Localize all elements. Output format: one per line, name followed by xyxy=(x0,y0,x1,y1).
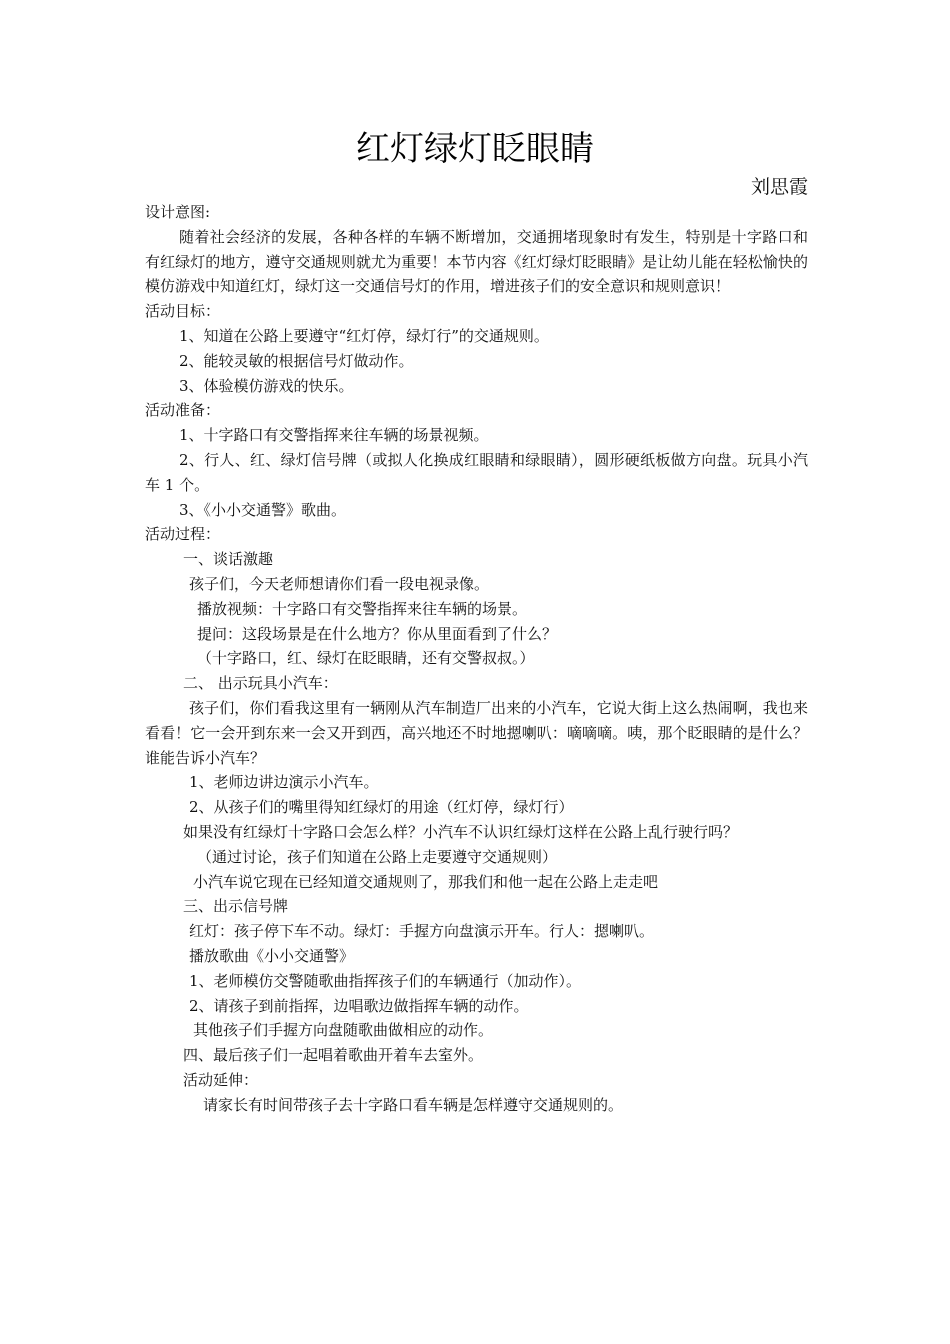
goal-item: 1、知道在公路上要遵守“红灯停，绿灯行”的交通规则。 xyxy=(179,326,549,345)
prep-item: 1、十字路口有交警指挥来往车辆的场景视频。 xyxy=(179,426,489,445)
section-line: 提问：这段场景是在什么地方？你从里面看到了什么？ xyxy=(197,624,558,643)
section-line: 2、从孩子们的嘴里得知红绿灯的用途（红灯停，绿灯行） xyxy=(189,798,574,817)
document-title: 红灯绿灯眨眼睛 xyxy=(356,129,594,169)
section-line: 小汽车说它现在已经知道交通规则了，那我们和他一起在公路上走走吧 xyxy=(193,872,659,891)
goal-item: 3、体验模仿游戏的快乐。 xyxy=(179,376,354,395)
section-line: 1、老师模仿交警随歌曲指挥孩子们的车辆通行（加动作）。 xyxy=(189,971,582,990)
prep-item: 2、行人、红、绿灯信号牌（或拟人化换成红眼睛和绿眼睛），圆形硬纸板做方向盘。玩具小汽车 1 个。 xyxy=(145,450,808,494)
section-line: 其他孩子们手握方向盘随歌曲做相应的动作。 xyxy=(193,1021,494,1040)
section-line: 播放歌曲《小小交通警》 xyxy=(189,946,355,965)
section-line: 如果没有红绿灯十字路口会怎么样？小汽车不认识红绿灯这样在公路上乱行驶行吗？ xyxy=(183,822,739,841)
section-heading: 二、 出示玩具小汽车： xyxy=(183,674,338,693)
section-line: 2、请孩子到前指挥，边唱歌边做指挥车辆的动作。 xyxy=(189,996,529,1015)
section-paragraph: 孩子们，你们看我这里有一辆刚从汽车制造厂出来的小汽车，它说大街上这么热闹啊，我也来看看！它一会开到东来一会又开到西，高兴地还不时地摁喇叭：嘀嘀嘀。咦，那个眨眼睛的是什么？谁能告诉小汽车？ xyxy=(145,698,808,767)
design-paragraph: 随着社会经济的发展，各种各样的车辆不断增加，交通拥堵现象时有发生，特别是十字路口和有红绿灯的地方，遵守交通规则就尤为重要！本节内容《红灯绿灯眨眼睛》是让幼儿能在轻松愉快的模仿游戏中知道红灯，绿灯这一交通信号灯的作用，增进孩子们的安全意识和规则意识！ xyxy=(145,227,808,296)
prep-heading: 活动准备： xyxy=(145,401,221,420)
document-body xyxy=(145,200,808,1117)
goals-heading: 活动目标： xyxy=(145,302,221,321)
extension-text: 请家长有时间带孩子去十字路口看车辆是怎样遵守交通规则的。 xyxy=(203,1095,624,1114)
section-heading: 一、谈话激趣 xyxy=(183,550,274,569)
section-heading: 四、最后孩子们一起唱着歌曲开着车去室外。 xyxy=(183,1046,484,1065)
section-line: 播放视频：十字路口有交警指挥来往车辆的场景。 xyxy=(197,599,528,618)
author-name: 刘思霞 xyxy=(750,176,808,198)
section-line: 孩子们，今天老师想请你们看一段电视录像。 xyxy=(189,574,490,593)
section-line: 1、老师边讲边演示小汽车。 xyxy=(189,773,379,792)
process-heading: 活动过程： xyxy=(145,525,221,544)
section-line: 红灯：孩子停下车不动。绿灯：手握方向盘演示开车。行人：摁喇叭。 xyxy=(189,922,655,941)
section-line: （十字路口，红、绿灯在眨眼睛，还有交警叔叔。） xyxy=(197,649,535,668)
design-heading: 设计意图: xyxy=(145,203,211,221)
section-line: （通过讨论，孩子们知道在公路上走要遵守交通规则） xyxy=(197,847,558,866)
prep-item: 3、《小小交通警》歌曲。 xyxy=(179,500,347,519)
goal-item: 2、能较灵敏的根据信号灯做动作。 xyxy=(179,351,414,370)
section-heading: 三、出示信号牌 xyxy=(183,897,289,916)
extension-heading: 活动延伸： xyxy=(183,1070,259,1089)
